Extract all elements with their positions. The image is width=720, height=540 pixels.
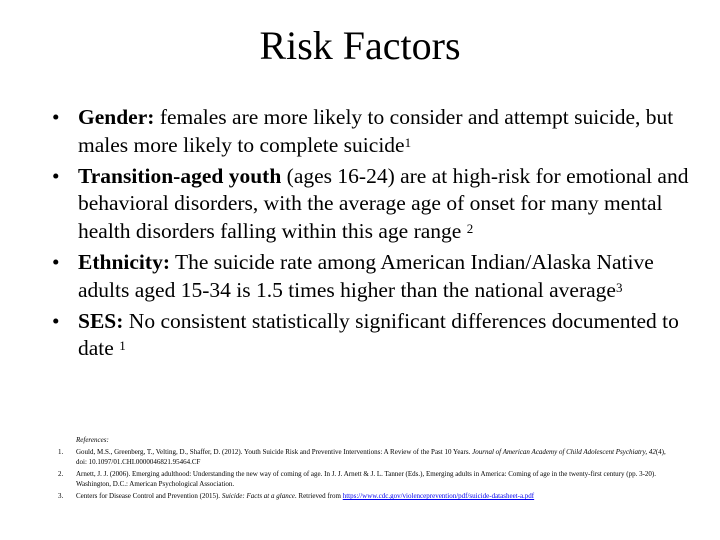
bullet-text: females are more likely to consider and attempt suicide, but males more likely to complete suicide: [78, 105, 674, 157]
reference-text: Arnett, J. J. (2006). Emerging adulthood: Understanding the new way of coming of age. In J. J. Arnett & J. L. Tanner (Eds.), Emerging adults in America: Coming of age in the twenty-first century (pp. 3-20). Washington, D.C.: American Psychological Association.: [76, 470, 657, 488]
reference-item: [58, 470, 678, 489]
references-heading: References:: [76, 436, 109, 444]
bullet-marker: •: [52, 308, 60, 333]
reference-number: 1.: [58, 448, 64, 456]
bullet-marker: •: [52, 249, 60, 274]
bullet-text: (ages 16-24) are at high-risk for emotional and behavioral disorders, with the average age of onset for many mental health disorders falling within this age range: [78, 163, 689, 244]
reference-item: [58, 448, 678, 467]
bullet-marker: •: [52, 105, 60, 129]
bullet-label: Gender:: [78, 105, 155, 129]
reference-text-end: . Retrieved from: [294, 492, 343, 501]
bullet-text: No consistent statistically significant differences documented to date: [78, 308, 679, 361]
citation-marker: 1: [119, 338, 126, 354]
bullet-label: SES:: [78, 308, 124, 333]
reference-number: 2.: [58, 470, 64, 479]
bullet-marker: •: [52, 163, 60, 188]
reference-title: Suicide: Facts at a glance: [221, 492, 295, 501]
bullet-ethnicity: [52, 249, 692, 305]
citation-marker: 3: [615, 279, 623, 295]
reference-text: Gould, M.S., Greenberg, T., Velting, D., Shaffer, D. (2012). Youth Suicide Risk and Preventive Interventions: A Review of the Past 10 Years.: [76, 448, 473, 456]
bullet-gender: [52, 104, 692, 160]
citation-marker: 1: [404, 134, 412, 150]
reference-link[interactable]: https://www.cdc.gov/violenceprevention/pdf/suicide-datasheet-a.pdf: [342, 492, 535, 501]
reference-text-end: (4), doi: 10.1097/01.CHI.0000046821.95464.CF: [76, 448, 666, 466]
citation-marker: 2: [466, 221, 474, 237]
bullet-list: [52, 104, 692, 366]
bullet-transition-aged-youth: [52, 163, 692, 246]
reference-item: [58, 492, 678, 502]
bullet-label: Ethnicity:: [78, 249, 170, 274]
reference-text: Centers for Disease Control and Prevention (2015).: [76, 492, 222, 501]
references-list: [58, 448, 678, 505]
bullet-ses: [52, 308, 692, 364]
slide-title: Risk Factors: [259, 23, 461, 68]
bullet-text: The suicide rate among American Indian/Alaska Native adults aged 15-34 is 1.5 times higher than the national average: [78, 249, 654, 302]
reference-journal: Journal of American Academy of Child Adolescent Psychiatry, 42: [472, 448, 656, 456]
bullet-label: Transition-aged youth: [78, 163, 282, 188]
reference-number: 3.: [58, 492, 64, 501]
